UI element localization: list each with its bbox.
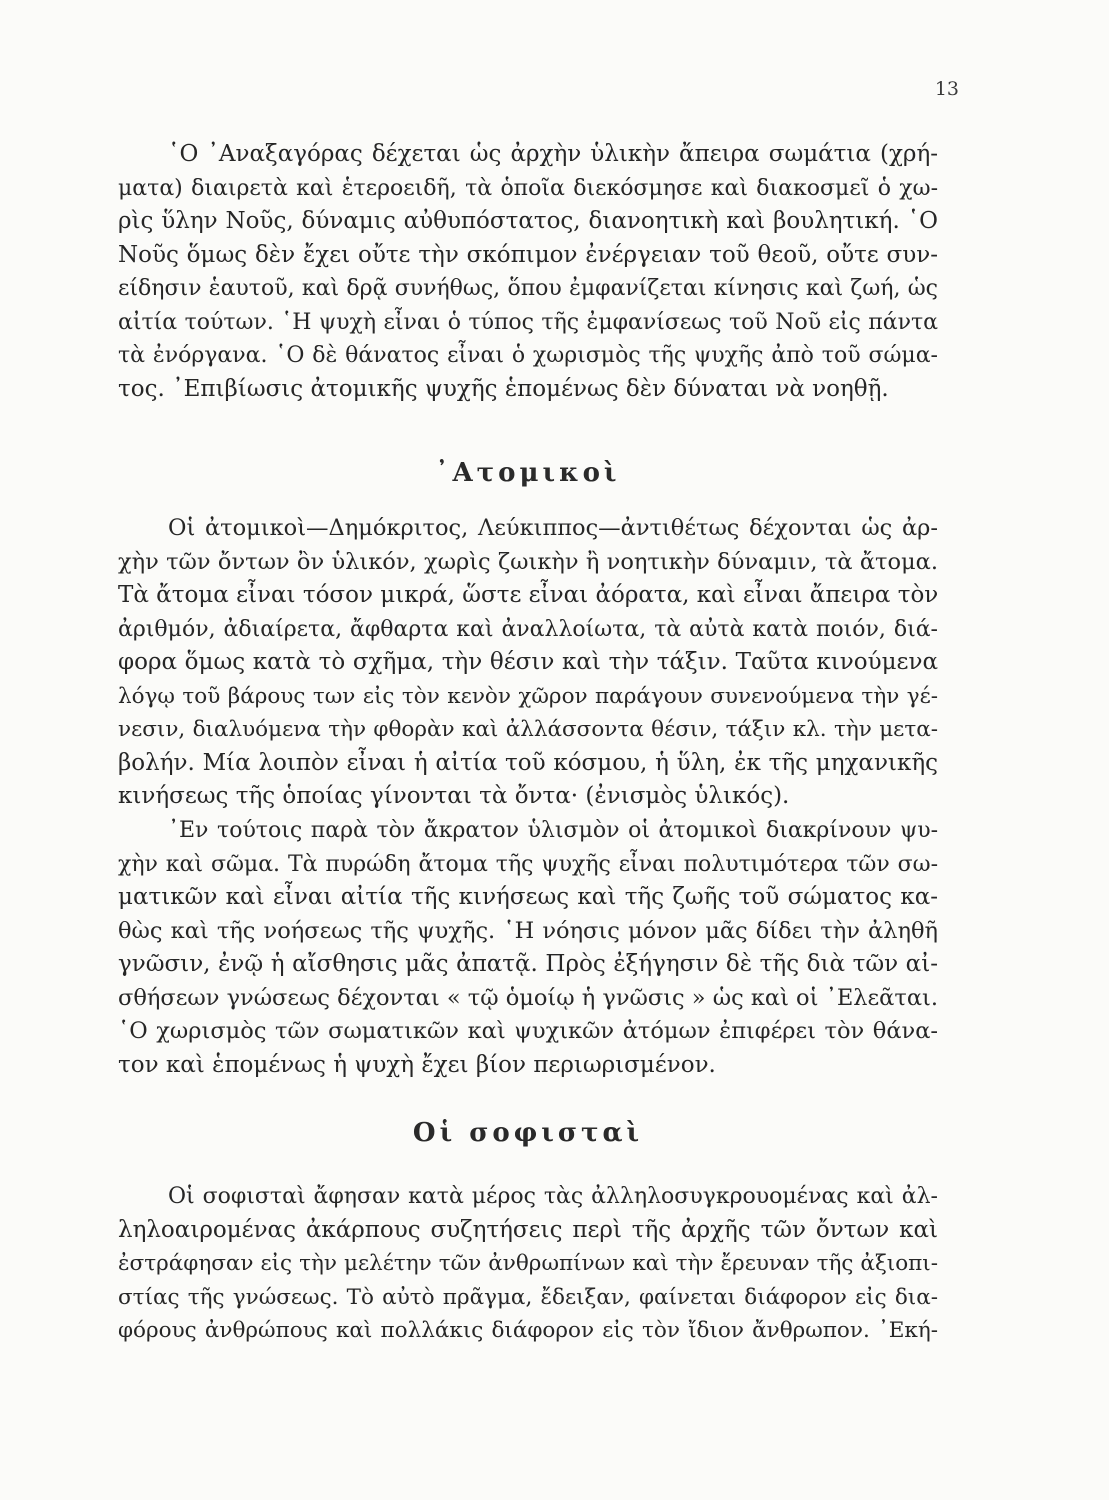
text-line: θὼς καὶ τῆς νοήσεως τῆς ψυχῆς. ῾Η νόησις μόνον μᾶς δίδει τὴν ἀληθῆ	[118, 917, 938, 944]
text-line: ἐστράφησαν εἰς τὴν μελέτην τῶν ἀνθρωπίνων καὶ τὴν ἔρευναν τῆς ἀξιοπι-	[118, 1251, 938, 1276]
text-line: φόρους ἀνθρώπους καὶ πολλάκις διάφορον εἰς τὸν ἴδιον ἄνθρωπον. ᾽Εκή-	[118, 1318, 938, 1343]
paragraph-atomists	[118, 512, 938, 814]
text-line: χὴν τῶν ὄντων ὂν ὑλικόν, χωρὶς ζωικὴν ἢ νοητικὴν δύναμιν, τὰ ἄτομα.	[118, 548, 938, 575]
paragraph-anaxagoras	[118, 138, 938, 406]
text-line: ῾Ο ᾽Αναξαγόρας δέχεται ὡς ἀρχὴν ὑλικὴν ἄπειρα σωμάτια (χρή-	[168, 141, 938, 167]
text-line: κινήσεως τῆς ὁποίας γίνονται τὰ ὄντα· (ἐνισμὸς ὑλικός).	[118, 783, 790, 809]
text-line: Τὰ ἄτομα εἶναι τόσον μικρά, ὥστε εἶναι ἀόρατα, καὶ εἶναι ἄπειρα τὸν	[118, 582, 939, 608]
text-line: τος. ᾽Επιβίωσις ἀτομικῆς ψυχῆς ἑπομένως δὲν δύναται νὰ νοηθῇ.	[118, 375, 889, 402]
text-line: τὰ ἐνόργανα. ῾Ο δὲ θάνατος εἶναι ὁ χωρισμὸς τῆς ψυχῆς ἀπὸ τοῦ σώμα-	[118, 343, 938, 368]
text-line: χὴν καὶ σῶμα. Τὰ πυρώδη ἄτομα τῆς ψυχῆς εἶναι πολυτιμότερα τῶν σω-	[118, 851, 938, 877]
page-number: 13	[934, 78, 959, 100]
text-line: τον καὶ ἑπομένως ἡ ψυχὴ ἔχει βίον περιωρισμένον.	[118, 1051, 716, 1078]
text-line: ματικῶν καὶ εἶναι αἰτία τῆς κινήσεως καὶ τῆς ζωῆς τοῦ σώματος κα-	[118, 884, 938, 910]
text-line: βολήν. Μία λοιπὸν εἶναι ἡ αἰτία τοῦ κόσμου, ἡ ὕλη, ἐκ τῆς μηχανικῆς	[118, 749, 938, 776]
section-heading-atomists: ᾽Ατομικοὶ	[435, 458, 621, 488]
text-line: φορα ὅμως κατὰ τὸ σχῆμα, τὴν θέσιν καὶ τὴν τάξιν. Ταῦτα κινούμενα	[118, 649, 938, 675]
text-line: ᾽Εν τούτοις παρὰ τὸν ἄκρατον ὑλισμὸν οἱ ἀτομικοὶ διακρίνουν ψυ-	[168, 818, 938, 843]
text-line: νεσιν, διαλυόμενα τὴν φθορὰν καὶ ἀλλάσσοντα θέσιν, τάξιν κλ. τὴν μετα-	[118, 717, 938, 742]
text-line: Νοῦς ὅμως δὲν ἔχει οὔτε τὴν σκόπιμον ἐνέργειαν τοῦ θεοῦ, οὔτε συν-	[118, 241, 938, 268]
text-line: αἰτία τούτων. ῾Η ψυχὴ εἶναι ὁ τύπος τῆς ἐμφανίσεως τοῦ Νοῦ εἰς πάντα	[118, 309, 938, 335]
text-line: ῾Ο χωρισμὸς τῶν σωματικῶν καὶ ψυχικῶν ἀτόμων ἐπιφέρει τὸν θάνα-	[118, 1018, 938, 1044]
text-line: είδησιν ἑαυτοῦ, καὶ δρᾷ συνήθως, ὅπου ἐμφανίζεται κίνησις καὶ ζωή, ὡς	[118, 276, 938, 301]
section-heading-sophists: Οἱ σοφισταὶ	[412, 1118, 644, 1148]
text-line: Οἱ ἀτομικοὶ—Δημόκριτος, Λεύκιππος—ἀντιθέτως δέχονται ὡς ἀρ-	[168, 515, 938, 541]
paragraph-soul-atoms	[118, 814, 938, 1082]
text-line: λόγῳ τοῦ βάρους των εἰς τὸν κενὸν χῶρον παράγουν συνενούμενα τὴν γέ-	[118, 683, 938, 709]
text-line: ματα) διαιρετὰ καὶ ἑτεροειδῆ, τὰ ὁποῖα διεκόσμησε καὶ διακοσμεῖ ὁ χω-	[118, 175, 938, 201]
text-line: στίας τῆς γνώσεως. Τὸ αὐτὸ πρᾶγμα, ἔδειξαν, φαίνεται διάφορον εἰς δια-	[118, 1284, 938, 1310]
text-line: Οἱ σοφισταὶ ἄφησαν κατὰ μέρος τὰς ἀλληλοσυγκρουομένας καὶ ἀλ-	[168, 1184, 938, 1209]
text-line: ληλοαιρομένας ἀκάρπους συζητήσεις περὶ τῆς ἀρχῆς τῶν ὄντων καὶ	[118, 1216, 938, 1243]
text-line: ἀριθμόν, ἀδιαίρετα, ἄφθαρτα καὶ ἀναλλοίωτα, τὰ αὐτὰ κατὰ ποιόν, διά-	[118, 616, 938, 642]
text-line: σθήσεων γνώσεως δέχονται « τῷ ὁμοίῳ ἡ γνῶσις » ὡς καὶ οἱ ᾽Ελεᾶται.	[118, 984, 938, 1011]
paragraph-sophists	[118, 1180, 938, 1348]
text-line: γνῶσιν, ἐνῷ ἡ αἴσθησις μᾶς ἀπατᾷ. Πρὸς ἐξήγησιν δὲ τῆς διὰ τῶν αἰ-	[118, 951, 938, 977]
text-line: ρὶς ὕλην Νοῦς, δύναμις αὐθυπόστατος, διανοητικὴ καὶ βουλητική. ῾Ο	[118, 208, 938, 234]
